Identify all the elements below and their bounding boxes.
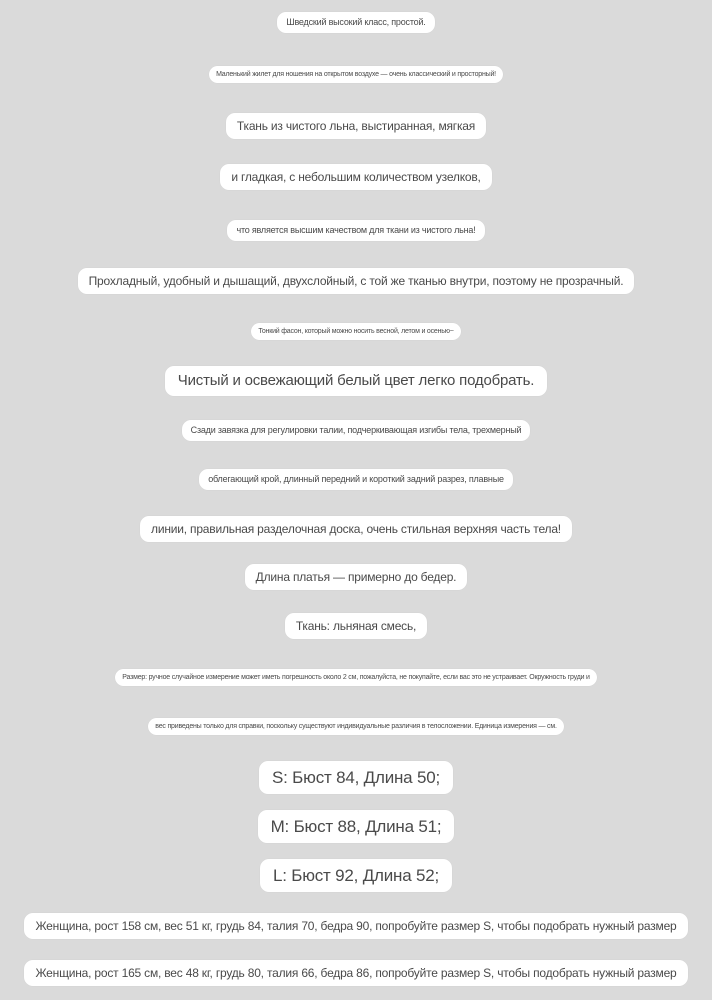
text-line-5: что является высшим качеством для ткани из чистого льна!: [227, 220, 484, 241]
size-m-line: M: Бюст 88, Длина 51;: [258, 810, 455, 843]
text-line-2: Маленький жилет для ношения на открытом воздухе — очень классический и просторный!: [209, 66, 503, 83]
text-line-3: Ткань из чистого льна, выстиранная, мягкая: [226, 113, 486, 139]
text-line-12: Длина платья — примерно до бедер.: [245, 564, 468, 590]
size-s-line: S: Бюст 84, Длина 50;: [259, 761, 453, 794]
text-line-15: вес приведены только для справки, поскольку существуют индивидуальные различия в телосложении. Единица измерения — см.: [148, 718, 563, 735]
model-line-1: Женщина, рост 158 см, вес 51 кг, грудь 84, талия 70, бедра 90, попробуйте размер S, чтобы подобрать нужный размер: [24, 913, 687, 939]
text-line-9: Сзади завязка для регулировки талии, подчеркивающая изгибы тела, трехмерный: [182, 420, 531, 441]
text-line-1: Шведский высокий класс, простой.: [277, 12, 434, 33]
text-line-7: Тонкий фасон, который можно носить весной, летом и осенью~: [251, 323, 460, 340]
text-line-11: линии, правильная разделочная доска, очень стильная верхняя часть тела!: [140, 516, 572, 542]
text-line-6: Прохладный, удобный и дышащий, двухслойный, с той же тканью внутри, поэтому не прозрачный.: [78, 268, 635, 294]
text-line-8: Чистый и освежающий белый цвет легко подобрать.: [165, 366, 547, 396]
size-l-line: L: Бюст 92, Длина 52;: [260, 859, 452, 892]
text-line-10: облегающий крой, длинный передний и короткий задний разрез, плавные: [199, 469, 513, 490]
model-line-2: Женщина, рост 165 см, вес 48 кг, грудь 80, талия 66, бедра 86, попробуйте размер S, чтобы подобрать нужный размер: [24, 960, 687, 986]
text-line-4: и гладкая, с небольшим количеством узелков,: [220, 164, 491, 190]
text-line-14: Размер: ручное случайное измерение может иметь погрешность около 2 см, пожалуйста, не покупайте, если вас это не устраивает. Окружность груди и: [115, 669, 597, 686]
text-line-13: Ткань: льняная смесь,: [285, 613, 427, 639]
